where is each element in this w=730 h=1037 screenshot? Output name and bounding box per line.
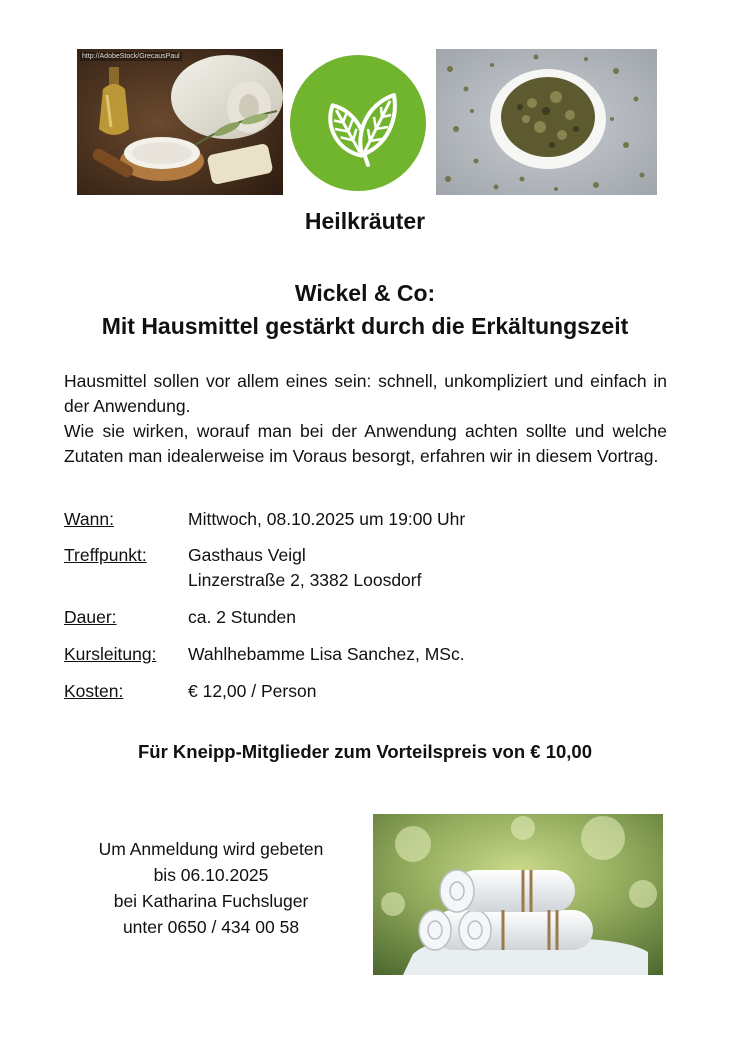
intro-paragraph-2: Wie sie wirken, worauf man bei der Anwendung achten sollte und welche Zutaten man idealerweise im Voraus besorgt, erfahren wir in diesem Vortrag. (64, 421, 667, 466)
detail-value-wann: Mittwoch, 08.10.2025 um 19:00 Uhr (188, 509, 466, 529)
registration-deadline: bis 06.10.2025 (153, 865, 269, 885)
spa-photo (77, 49, 283, 195)
towels-photo (373, 814, 663, 975)
detail-value-dauer: ca. 2 Stunden (188, 607, 296, 627)
leaf-icon (290, 55, 426, 191)
photo-watermark: http://AdobeStock/GrecausPaul (82, 53, 180, 60)
event-subtitle: Mit Hausmittel gestärkt durch die Erkältungszeit (101, 313, 629, 339)
herbs-photo-graphic (436, 49, 657, 195)
leaf-logo (290, 55, 426, 191)
towels-photo-graphic (373, 814, 663, 975)
detail-value-treffpunkt-address: Linzerstraße 2, 3382 Loosdorf (188, 570, 422, 590)
member-offer: Für Kneipp-Mitglieder zum Vorteilspreis von € 10,00 (137, 741, 593, 762)
registration-phone: unter 0650 / 434 00 58 (122, 917, 300, 937)
event-title: Wickel & Co: (294, 280, 436, 306)
spa-photo-graphic (77, 49, 283, 195)
detail-label-dauer: Dauer: (64, 607, 117, 627)
herbs-photo (436, 49, 657, 195)
intro-paragraph-1: Hausmittel sollen vor allem eines sein: schnell, unkompliziert und einfach in der Anwendung. (64, 371, 667, 416)
registration-contact: bei Katharina Fuchsluger (113, 891, 309, 911)
registration-line-1: Um Anmeldung wird gebeten (98, 839, 324, 859)
detail-label-treffpunkt: Treffpunkt: (64, 545, 147, 565)
detail-label-kursleitung: Kursleitung: (64, 644, 157, 664)
detail-value-kursleitung: Wahlhebamme Lisa Sanchez, MSc. (188, 644, 465, 664)
registration-info (80, 836, 342, 940)
detail-label-kosten: Kosten: (64, 681, 124, 701)
category-heading: Heilkräuter (304, 208, 426, 234)
detail-label-wann: Wann: (64, 509, 114, 529)
detail-value-kosten: € 12,00 / Person (188, 681, 317, 701)
detail-value-treffpunkt-venue: Gasthaus Veigl (188, 545, 306, 565)
